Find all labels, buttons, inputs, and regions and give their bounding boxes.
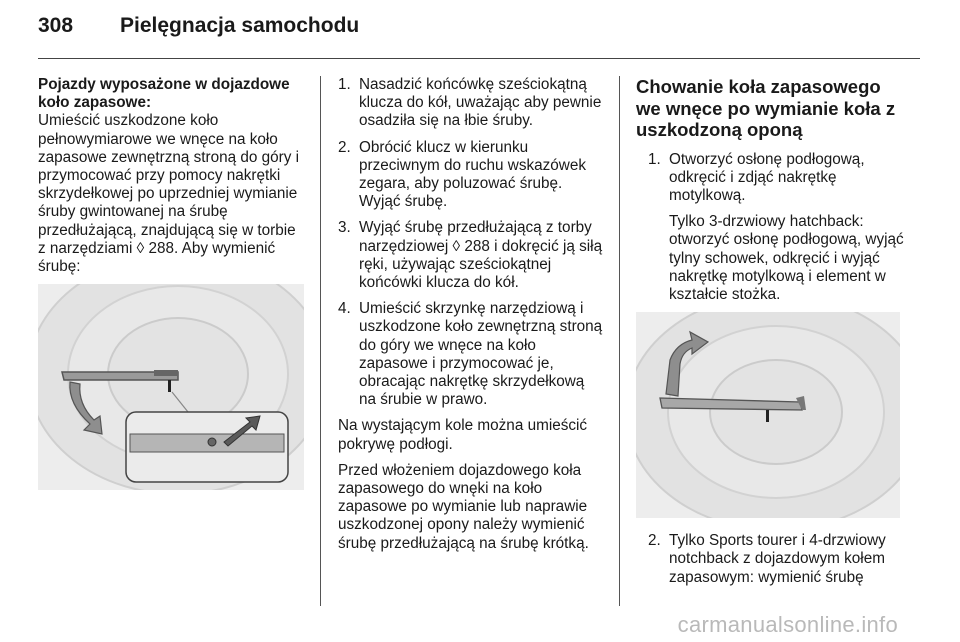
list-item bbox=[338, 139, 604, 212]
steps-list bbox=[648, 151, 904, 305]
steps-list bbox=[338, 76, 604, 409]
intro-paragraph bbox=[38, 112, 304, 276]
column-left bbox=[38, 76, 304, 490]
page-ref-link[interactable]: 288 bbox=[464, 237, 490, 255]
illustration-floor-cover bbox=[636, 312, 900, 518]
note-paragraph: Na wystającym kole można umieścić pokrywę podłogi. bbox=[338, 417, 588, 453]
step-text: Obrócić klucz w kierunku przeciwnym do ruchu wskazówek zegara, aby poluzować śrubę. Wyjąć śrubę. bbox=[359, 138, 586, 211]
step-text: Otworzyć osłonę podłogową, odkręcić i zdjąć nakrętkę motylkową. bbox=[669, 150, 865, 204]
list-item bbox=[648, 151, 904, 305]
heading-line-2: koło zapasowe: bbox=[38, 94, 152, 112]
column-divider-2 bbox=[619, 76, 620, 606]
step-text: Tylko Sports tourer i 4-drzwiowy notchback z dojazdowym kołem zapasowym: wymienić śrubę bbox=[669, 532, 886, 586]
list-item bbox=[338, 219, 604, 292]
page-header bbox=[38, 14, 359, 38]
list-item bbox=[338, 76, 604, 131]
intro-text: Umieścić uszkodzone koło pełnowymiarowe we wnęce na koło zapasowe zewnętrzną stroną do góry i przymocować przy pomocy nakrętki skrzydełkowej po uprzedniej wymianie śruby gwintowanej na śrubę przedłużającą, znajdującą się w torbie z narzędziami bbox=[38, 112, 300, 257]
column-middle bbox=[338, 76, 604, 553]
step-number: 4. bbox=[338, 300, 351, 318]
illustration-spare-wheel-well bbox=[38, 284, 304, 490]
step-number: 2. bbox=[648, 532, 661, 550]
page-number: 308 bbox=[38, 14, 74, 37]
column-right bbox=[636, 76, 904, 595]
watermark: carmanualsonline.info bbox=[677, 612, 898, 637]
step-text: Umieścić skrzynkę narzędziową i uszkodzone koło zewnętrzną stroną do góry we wnęce na koło zapasowe i przymocować je, obracając nakrętkę skrzydełkową na śrubie w prawo. bbox=[359, 300, 603, 409]
steps-list bbox=[648, 532, 904, 587]
step-text: Wyjąć śrubę przedłużającą z torby narzędziowej bbox=[359, 219, 592, 255]
list-item bbox=[338, 300, 604, 409]
column-divider-1 bbox=[320, 76, 321, 606]
page-ref-icon: ◊ bbox=[452, 237, 461, 255]
page-ref-link[interactable]: 288 bbox=[148, 239, 174, 257]
step-number: 1. bbox=[338, 76, 351, 93]
step-text: Nasadzić końcówkę sześciokątną klucza do kół, uważając aby pewnie osadziła się na łbie śruby. bbox=[359, 76, 602, 130]
step-subtext: Tylko 3-drzwiowy hatchback: otworzyć osłonę podłogową, wyjąć tylny schowek, odkręcić i wyjąć nakrętkę motylkową i element w kształcie stożka. bbox=[669, 213, 904, 303]
page-ref-icon: ◊ bbox=[136, 239, 145, 257]
section-heading bbox=[38, 76, 304, 112]
list-item bbox=[648, 532, 904, 587]
step-number: 3. bbox=[338, 219, 351, 237]
header-rule bbox=[38, 58, 920, 59]
heading-line-1: Pojazdy wyposażone w dojazdowe bbox=[38, 76, 290, 93]
section-heading: Chowanie koła zapasowego we wnęce po wymianie koła z uszkodzoną oponą bbox=[636, 76, 896, 140]
intro-text-end: . Aby wymienić śrubę: bbox=[38, 239, 276, 276]
page-title: Pielęgnacja samochodu bbox=[120, 14, 360, 37]
step-number: 1. bbox=[648, 150, 661, 168]
step-number: 2. bbox=[338, 138, 351, 156]
step-text-cont: i dokręcić ją siłą ręki, używając sześciokątnej końcówki klucza do kół. bbox=[359, 237, 603, 292]
note-paragraph: Przed włożeniem dojazdowego koła zapasowego do wnęki na koło zapasowe po wymianie lub naprawie uszkodzonej opony należy wymienić śrubę przedłużającą na śrubę krótką. bbox=[338, 461, 589, 552]
